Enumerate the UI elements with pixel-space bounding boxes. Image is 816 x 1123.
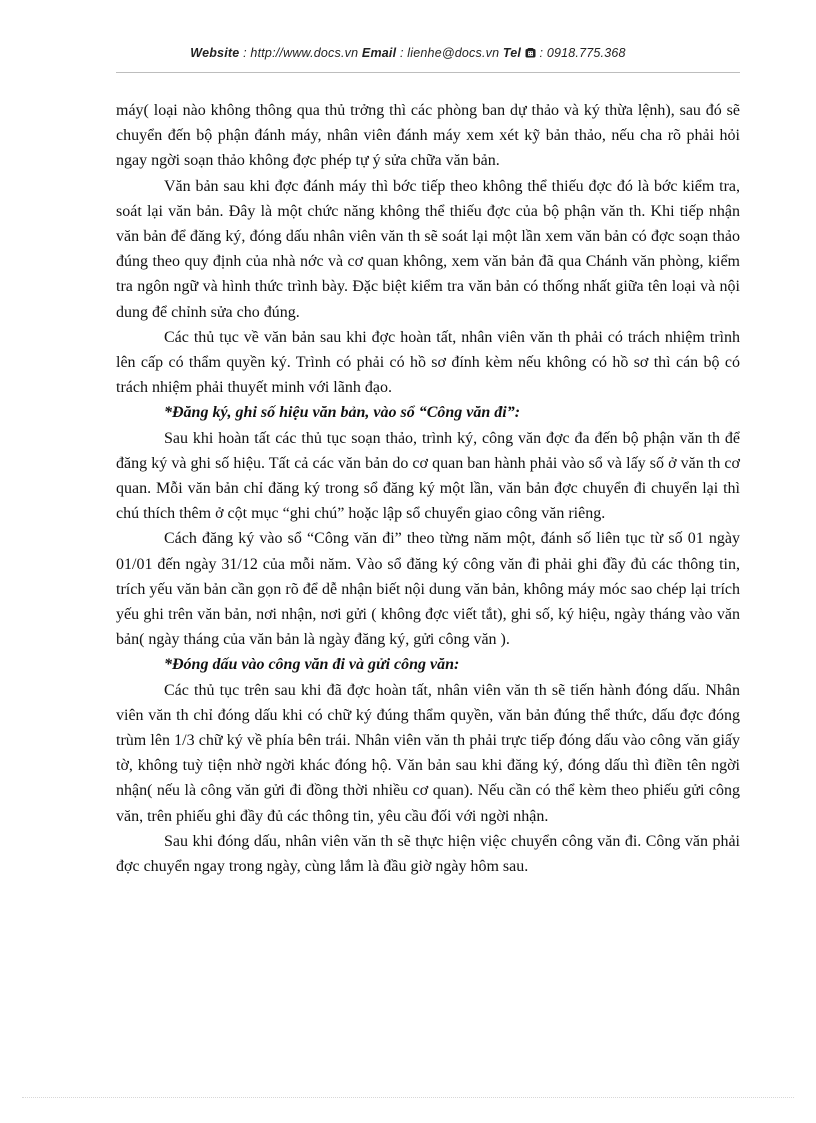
website-label: Website xyxy=(190,46,240,60)
paragraph: Các thủ tục về văn bản sau khi đợc hoàn tất, nhân viên văn th phải có trách nhiệm trình lên cấp có thẩm quyền ký. Trình có phải có hồ sơ đính kèm nếu không có hồ sơ thì cán bộ có trách nhiệm phải thuyết minh với lãnh đạo. xyxy=(116,328,740,397)
paragraph: máy( loại nào không thông qua thủ trởng thì các phòng ban dự thảo và ký thừa lệnh), sau đó sẽ chuyển đến bộ phận đánh máy, nhân viên đánh máy xem xét kỹ bản thảo, nếu cha rõ phải hỏi ngay ngời soạn thảo không đợc phép tự ý sửa chữa văn bản. xyxy=(116,102,740,170)
page-header xyxy=(0,46,816,60)
section-heading: *Đóng dấu vào công văn đi và gửi công văn: xyxy=(164,656,460,674)
page-bottom-divider xyxy=(22,1097,794,1098)
paragraph: Các thủ tục trên sau khi đã đợc hoàn tất, nhân viên văn th sẽ tiến hành đóng dấu. Nhân viên văn th chỉ đóng dấu khi có chữ ký đúng thẩm quyền, văn bản đúng thể thức, dấu đợc đóng trùm lên 1/3 chữ ký về phía bên trái. Nhân viên văn th phải trực tiếp đóng dấu vào công văn giấy tờ, không tuỳ tiện nhờ ngời khác đóng hộ. Văn bản sau khi đăng ký, đóng dấu thì điền tên ngời nhận( nếu là công văn gửi đi đồng thời nhiều cơ quan). Nếu cần có thể kèm theo phiếu gửi công văn, trên phiếu ghi đầy đủ các thông tin, yêu cầu đối với ngời nhận. xyxy=(116,681,740,825)
tel-value: : 0918.775.368 xyxy=(535,46,626,60)
website-value: : http://www.docs.vn xyxy=(239,46,362,60)
section-heading: *Đăng ký, ghi số hiệu văn bản, vào sổ “Công văn đi”: xyxy=(164,404,521,422)
phone-icon xyxy=(525,46,536,60)
paragraph: Cách đăng ký vào sổ “Công văn đi” theo từng năm một, đánh số liên tục từ số 01 ngày 01/01 đến ngày 31/12 của mỗi năm. Vào sổ đăng ký công văn đi phải ghi đầy đủ các thông tin, trích yếu văn bản cần gọn rõ để dễ nhận biết nội dung văn bản, không máy móc sao chép lại trích yếu ghi trên văn bản, nơi nhận, nơi gửi ( không đợc viết tắt), ghi số, ký hiệu, ngày tháng vào văn bản( ngày tháng của văn bản là ngày đăng ký, gửi công văn ). xyxy=(116,530,740,649)
document-body xyxy=(116,98,740,879)
email-label: Email xyxy=(361,46,397,60)
tel-label: Tel xyxy=(502,46,522,60)
email-value: : lienhe@docs.vn xyxy=(396,46,503,60)
paragraph: Sau khi hoàn tất các thủ tục soạn thảo, trình ký, công văn đợc đa đến bộ phận văn th để đăng ký và ghi số hiệu. Tất cả các văn bản do cơ quan ban hành phải vào sổ và lấy số ở văn th cơ quan. Mỗi văn bản chỉ đăng ký trong sổ đăng ký một lần, văn bản đợc chuyển đi chuyển lại thì chú thích thêm ở cột mục “ghi chú” hoặc lập sổ chuyển giao công văn riêng. xyxy=(116,429,740,523)
header-divider xyxy=(116,72,740,73)
paragraph: Sau khi đóng dấu, nhân viên văn th sẽ thực hiện việc chuyển công văn đi. Công văn phải đợc chuyển ngay trong ngày, cùng lắm là đầu giờ ngày hôm sau. xyxy=(116,832,740,876)
paragraph: Văn bản sau khi đợc đánh máy thì bớc tiếp theo không thể thiếu đợc đó là bớc kiểm tra, soát lại văn bản. Đây là một chức năng không thể thiếu đợc của bộ phận văn th. Khi tiếp nhận văn bản để đăng ký, đóng dấu nhân viên văn th sẽ soát lại một lần xem văn bản có đợc soạn thảo đúng theo quy định của nhà nớc và cơ quan không, xem văn bản đã qua Chánh văn phòng, kiểm tra ngôn ngữ và hình thức trình bày. Đặc biệt kiểm tra văn bản có thống nhất giữa tên loại và nội dung để chỉnh sửa cho đúng. xyxy=(116,177,740,321)
